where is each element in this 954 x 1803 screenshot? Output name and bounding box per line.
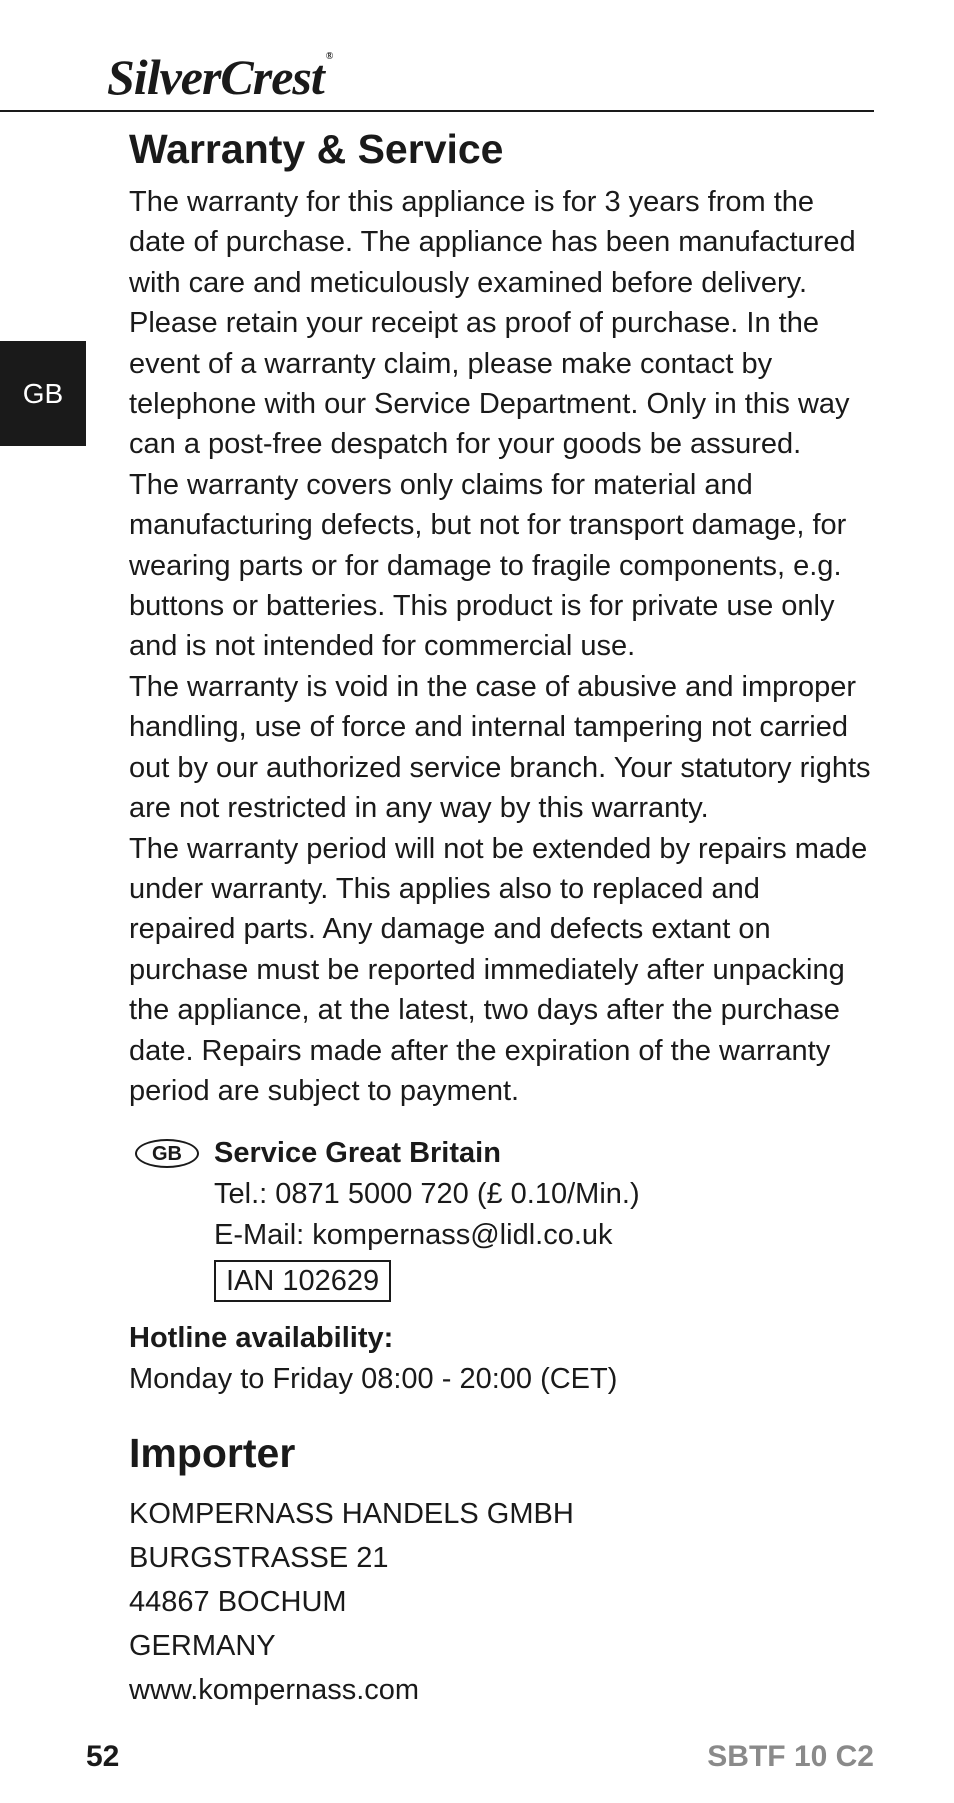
service-title: Service Great Britain — [214, 1137, 501, 1170]
hotline-title: Hotline availability: — [129, 1322, 394, 1355]
warranty-paragraph: The warranty is void in the case of abusive and improper handling, use of force and internal tampering not carried out by our authorized service branch. Your statutory rights are not restricted in any way by this warranty. — [129, 670, 871, 825]
page-content — [129, 124, 874, 1712]
ian-number: IAN 102629 — [214, 1260, 391, 1302]
service-email[interactable]: E-Mail: kompernass@lidl.co.uk — [214, 1219, 613, 1252]
importer-line: KOMPERNASS HANDELS GMBH — [129, 1498, 574, 1531]
brand-logo — [107, 49, 333, 105]
brand-name: SilverCrest — [107, 49, 324, 105]
warranty-title: Warranty & Service — [129, 126, 504, 172]
importer-line: 44867 BOCHUM — [129, 1586, 347, 1619]
warranty-paragraph: The warranty period will not be extended by repairs made under warranty. This applies also to replaced and repaired parts. Any damage and defects extant on purchase must be reported immediately after unpacking the appliance, at the latest, two days after the purchase date. Repairs made after the expiration of the warranty period are subject to payment. — [129, 832, 868, 1107]
service-telephone: Tel.: 0871 5000 720 (£ 0.10/Min.) — [214, 1178, 640, 1211]
warranty-text — [129, 182, 874, 1111]
importer-line: BURGSTRASSE 21 — [129, 1542, 389, 1575]
language-label: GB — [22, 377, 64, 409]
warranty-paragraph: The warranty covers only claims for material and manufacturing defects, but not for transport damage, for wearing parts or for damage to fragile components, e.g. buttons or batteries. This product is for private use only and is not intended for commercial use. — [129, 468, 847, 663]
header-divider — [0, 110, 874, 112]
importer-title: Importer — [129, 1430, 296, 1477]
warranty-paragraph: The warranty for this appliance is for 3 years from the date of purchase. The appliance has been manufactured with care and meticulously examined before delivery. Please retain your receipt as proof of purchase. In the event of a warranty claim, please make contact by telephone with our Service Department. Only in this way can a post-free despatch for your goods be assured. — [129, 186, 856, 461]
country-badge: GB — [135, 1139, 199, 1168]
importer-line: GERMANY — [129, 1630, 276, 1663]
page-number: 52 — [86, 1740, 120, 1773]
model-number: SBTF 10 C2 — [707, 1740, 874, 1773]
importer-website-link[interactable]: www.kompernass.com — [129, 1674, 420, 1707]
service-block — [129, 1133, 874, 1302]
registered-mark: ® — [325, 51, 333, 62]
hotline-block — [129, 1318, 874, 1400]
language-tab — [0, 341, 86, 446]
importer-address — [129, 1492, 874, 1712]
hotline-hours: Monday to Friday 08:00 - 20:00 (CET) — [129, 1363, 618, 1396]
